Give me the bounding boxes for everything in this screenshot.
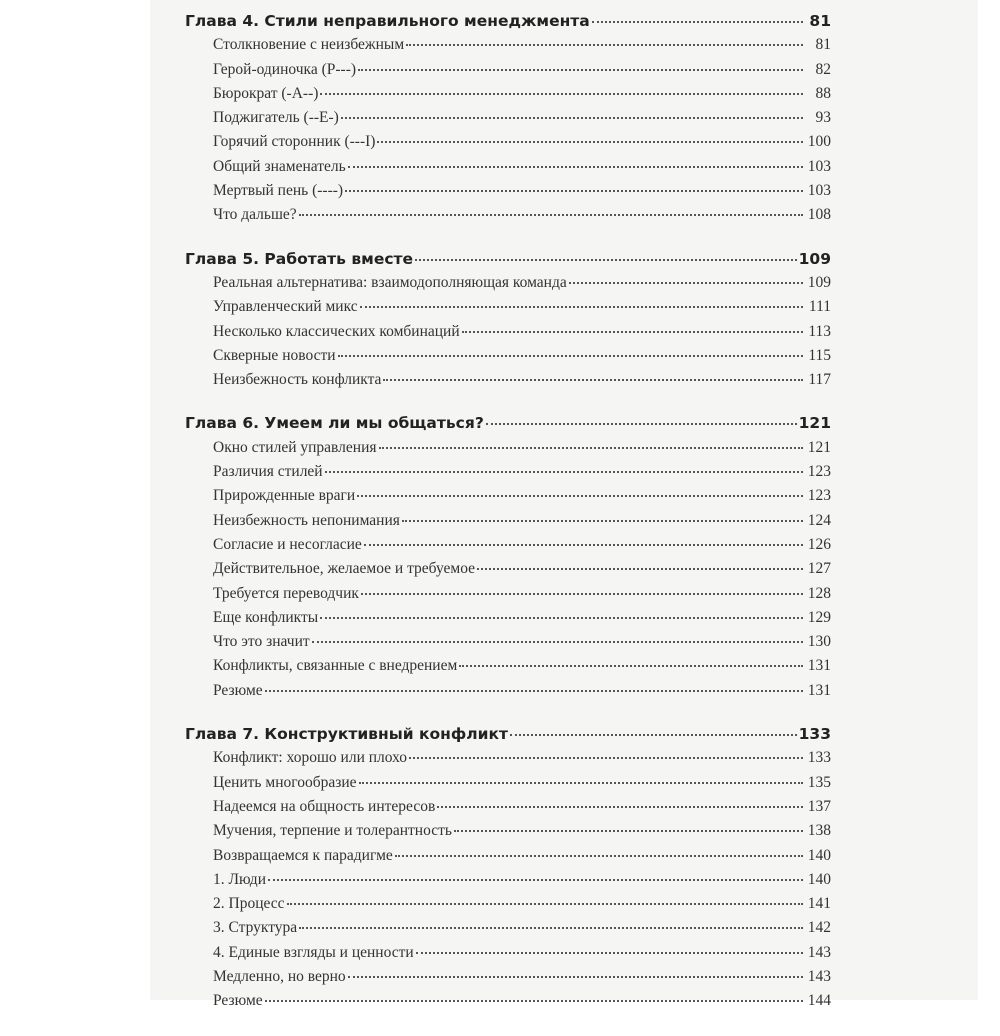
- dot-leader: [348, 165, 803, 168]
- chapter-title: Глава 7. Конструктивный конфликт: [185, 725, 508, 744]
- chapter-heading[interactable]: [185, 12, 831, 36]
- entry-title: Действительное, желаемое и требуемое: [213, 560, 476, 578]
- toc-entry[interactable]: [185, 609, 831, 633]
- entry-page-number: 138: [807, 822, 831, 840]
- entry-title: Резюме: [213, 992, 263, 1010]
- entry-page-number: 137: [807, 797, 831, 815]
- chapter-title: Глава 4. Стили неправильного менеджмента: [185, 12, 590, 30]
- toc-entry[interactable]: [185, 85, 831, 109]
- entry-page-number: 88: [815, 84, 831, 102]
- entry-page-number: 81: [815, 36, 831, 54]
- entry-title: Окно стилей управления: [213, 438, 377, 456]
- toc-entry[interactable]: [185, 822, 831, 846]
- entry-title: 1. Люди: [213, 870, 266, 888]
- toc-entry[interactable]: [185, 347, 831, 371]
- toc-entry[interactable]: [185, 871, 831, 895]
- entry-title: Общий знаменатель: [213, 157, 346, 175]
- dot-leader: [416, 951, 803, 954]
- dot-leader: [312, 640, 803, 643]
- entry-title: Конфликт: хорошо или плохо: [213, 749, 408, 767]
- dot-leader: [510, 733, 797, 736]
- toc-entry[interactable]: [185, 298, 831, 322]
- dot-leader: [361, 592, 803, 595]
- entry-title: Прирожденные враги: [213, 487, 356, 505]
- toc-entry[interactable]: [185, 560, 831, 584]
- toc-entry[interactable]: [185, 774, 831, 798]
- toc-entry[interactable]: [185, 749, 831, 773]
- dot-leader: [454, 829, 803, 832]
- toc-entry[interactable]: [185, 61, 831, 85]
- toc-chapter: [185, 414, 831, 706]
- toc-entry[interactable]: [185, 371, 831, 395]
- toc-entry[interactable]: [185, 133, 831, 157]
- dot-leader: [320, 92, 803, 95]
- entry-page-number: 108: [807, 206, 831, 224]
- dot-leader: [592, 20, 803, 23]
- chapter-page-number: 109: [798, 249, 831, 268]
- entry-page-number: 128: [807, 584, 831, 602]
- entry-title: 3. Структура: [213, 919, 298, 937]
- dot-leader: [459, 664, 803, 667]
- entry-page-number: 124: [807, 511, 831, 529]
- toc-entry[interactable]: [185, 657, 831, 681]
- entry-title: Столкновение с неизбежным: [213, 36, 405, 54]
- toc-entry[interactable]: [185, 206, 831, 230]
- entry-title: Что дальше?: [213, 206, 297, 224]
- dot-leader: [325, 470, 803, 473]
- entry-title: Горячий сторонник (---I): [213, 133, 376, 151]
- dot-leader: [406, 43, 803, 46]
- entry-page-number: 103: [807, 182, 831, 200]
- entry-title: Требуется переводчик: [213, 584, 359, 602]
- toc-entry[interactable]: [185, 323, 831, 347]
- dot-leader: [377, 140, 803, 143]
- toc-chapter: [185, 12, 831, 231]
- entry-title: 2. Процесс: [213, 895, 285, 913]
- dot-leader: [395, 854, 803, 857]
- entry-title: Ценить многообразие: [213, 773, 357, 791]
- toc-entry[interactable]: [185, 512, 831, 536]
- toc-entry[interactable]: [185, 536, 831, 560]
- dot-leader: [268, 878, 803, 881]
- dot-leader: [402, 519, 803, 522]
- entry-page-number: 131: [807, 681, 831, 699]
- entry-page-number: 115: [808, 346, 831, 364]
- entry-page-number: 127: [807, 560, 831, 578]
- dot-leader: [359, 781, 803, 784]
- dot-leader: [320, 616, 803, 619]
- entry-title: Мертвый пень (----): [213, 182, 344, 200]
- entry-page-number: 121: [807, 438, 831, 456]
- toc-entry[interactable]: [185, 585, 831, 609]
- entry-page-number: 113: [808, 322, 831, 340]
- entry-page-number: 129: [807, 608, 831, 626]
- entry-page-number: 93: [815, 109, 831, 127]
- entry-title: Бюрократ (-A--): [213, 84, 319, 102]
- toc-entry[interactable]: [185, 487, 831, 511]
- dot-leader: [437, 805, 803, 808]
- toc-entry[interactable]: [185, 682, 831, 706]
- dot-leader: [383, 378, 803, 381]
- entry-page-number: 142: [807, 919, 831, 937]
- entry-page-number: 103: [807, 157, 831, 175]
- dot-leader: [379, 446, 804, 449]
- toc-entry[interactable]: [185, 944, 831, 968]
- dot-leader: [287, 902, 803, 905]
- entry-title: Неизбежность конфликта: [213, 371, 382, 389]
- dot-leader: [462, 330, 803, 333]
- entry-page-number: 130: [807, 633, 831, 651]
- toc-entry[interactable]: [185, 968, 831, 992]
- chapter-title: Глава 6. Умеем ли мы общаться?: [185, 414, 484, 433]
- toc-chapter: [185, 250, 831, 396]
- entry-page-number: 111: [808, 298, 831, 316]
- entry-title: Резюме: [213, 681, 263, 699]
- toc-entry[interactable]: [185, 158, 831, 182]
- entry-title: Что это значит: [213, 633, 310, 651]
- chapter-page-number: 121: [798, 414, 831, 433]
- entry-title: Медленно, но верно: [213, 967, 346, 985]
- dot-leader: [358, 68, 803, 71]
- entry-page-number: 143: [807, 943, 831, 961]
- toc-entry[interactable]: [185, 992, 831, 1016]
- entry-title: Согласие и несогласие: [213, 535, 362, 553]
- dot-leader: [364, 543, 803, 546]
- toc-entry[interactable]: [185, 847, 831, 871]
- toc-entry[interactable]: [185, 798, 831, 822]
- toc-entry[interactable]: [185, 633, 831, 657]
- entry-page-number: 144: [807, 992, 831, 1010]
- dot-leader: [338, 354, 803, 357]
- dot-leader: [569, 281, 803, 284]
- entry-page-number: 133: [807, 749, 831, 767]
- entry-title: Скверные новости: [213, 346, 336, 364]
- entry-title: Конфликты, связанные с внедрением: [213, 657, 458, 675]
- entry-page-number: 117: [808, 371, 831, 389]
- dot-leader: [341, 116, 803, 119]
- chapter-heading[interactable]: [185, 725, 831, 749]
- toc-entry[interactable]: [185, 439, 831, 463]
- entry-title: Реальная альтернатива: взаимодополняющая команда: [213, 273, 567, 291]
- toc-entry[interactable]: [185, 895, 831, 919]
- toc-entry[interactable]: [185, 36, 831, 60]
- dot-leader: [299, 926, 803, 929]
- entry-title: Еще конфликты: [213, 608, 319, 626]
- dot-leader: [299, 213, 803, 216]
- dot-leader: [357, 494, 803, 497]
- chapter-title: Глава 5. Работать вместе: [185, 249, 414, 268]
- entry-page-number: 123: [807, 463, 831, 481]
- dot-leader: [409, 756, 803, 759]
- toc-entry[interactable]: [185, 109, 831, 133]
- entry-title: Надеемся на общность интересов: [213, 797, 436, 815]
- entry-page-number: 143: [807, 967, 831, 985]
- entry-page-number: 140: [807, 870, 831, 888]
- entry-title: Возвращаемся к парадигме: [213, 846, 393, 864]
- toc-entry[interactable]: [185, 182, 831, 206]
- entry-page-number: 141: [807, 895, 831, 913]
- dot-leader: [415, 258, 797, 261]
- entry-title: Герой-одиночка (P---): [213, 60, 357, 78]
- entry-title: Несколько классических комбинаций: [213, 322, 460, 340]
- toc-chapter: [185, 725, 831, 1017]
- entry-page-number: 82: [815, 60, 831, 78]
- dot-leader: [348, 975, 803, 978]
- dot-leader: [345, 189, 803, 192]
- dot-leader: [486, 422, 797, 425]
- chapter-heading[interactable]: [185, 414, 831, 438]
- entry-page-number: 126: [807, 535, 831, 553]
- entry-title: Поджигатель (--E-): [213, 109, 339, 127]
- chapter-page-number: 81: [809, 12, 831, 30]
- entry-title: Неизбежность непонимания: [213, 511, 400, 529]
- entry-page-number: 123: [807, 487, 831, 505]
- entry-page-number: 131: [807, 657, 831, 675]
- entry-page-number: 135: [807, 773, 831, 791]
- chapter-page-number: 133: [798, 725, 831, 744]
- entry-page-number: 100: [807, 133, 831, 151]
- entry-title: 4. Единые взгляды и ценности: [213, 943, 414, 961]
- table-of-contents: [185, 12, 831, 1036]
- dot-leader: [477, 567, 803, 570]
- dot-leader: [265, 689, 803, 692]
- chapter-heading[interactable]: [185, 250, 831, 274]
- dot-leader: [360, 305, 803, 308]
- entry-title: Управленческий микс: [213, 298, 358, 316]
- entry-page-number: 109: [807, 273, 831, 291]
- toc-entry[interactable]: [185, 463, 831, 487]
- entry-title: Мучения, терпение и толерантность: [213, 822, 452, 840]
- entry-page-number: 140: [807, 846, 831, 864]
- toc-entry[interactable]: [185, 274, 831, 298]
- entry-title: Различия стилей: [213, 463, 323, 481]
- toc-entry[interactable]: [185, 919, 831, 943]
